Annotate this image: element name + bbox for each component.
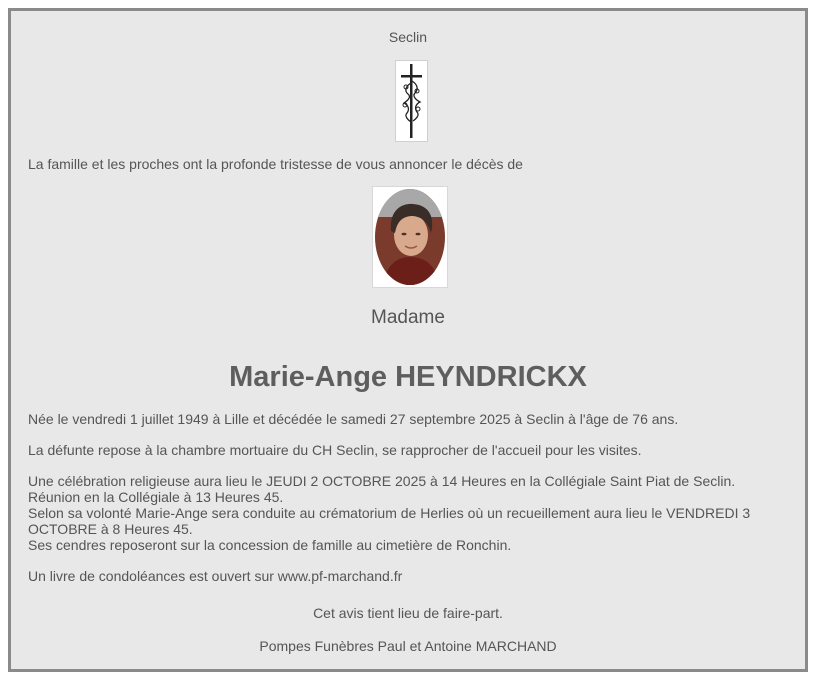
ceremony-line: Une célébration religieuse aura lieu le JEUDI 2 OCTOBRE 2025 à 14 Heures en la Collégiale Saint Piat de Seclin. — [28, 473, 736, 489]
rest-place-text: La défunte repose à la chambre mortuaire du CH Seclin, se rapprocher de l'accueil pour les visites. — [28, 442, 642, 458]
funeral-home-name: Pompes Funèbres Paul et Antoine MARCHAND — [259, 638, 557, 654]
obituary-body — [28, 411, 788, 599]
civility-title: Madame — [371, 307, 445, 328]
notice-text: Cet avis tient lieu de faire-part. — [313, 605, 503, 621]
intro-text: La famille et les proches ont la profonde tristesse de vous annoncer le décès de — [28, 156, 523, 172]
cross-icon — [395, 60, 428, 142]
condolences-text: Un livre de condoléances est ouvert sur www.pf-marchand.fr — [28, 568, 403, 584]
ceremony-line: Réunion en la Collégiale à 13 Heures 45. — [28, 489, 284, 505]
ceremony-line: Selon sa volonté Marie-Ange sera conduite au crématorium de Herlies où un recueillement aura lieu le VENDREDI 3 OCTOBRE à 8 Heures 45. — [28, 505, 751, 537]
portrait-photo — [372, 186, 448, 288]
obituary-card — [8, 8, 808, 672]
city-heading: Seclin — [388, 29, 428, 45]
birth-death-text: Née le vendredi 1 juillet 1949 à Lille et décédée le samedi 27 septembre 2025 à Seclin à l'âge de 76 ans. — [28, 411, 679, 427]
deceased-name: Marie-Ange HEYNDRICKX — [229, 361, 587, 393]
ceremony-block — [28, 473, 788, 553]
ceremony-line: Ses cendres reposeront sur la concession de famille au cimetière de Ronchin. — [28, 537, 512, 553]
